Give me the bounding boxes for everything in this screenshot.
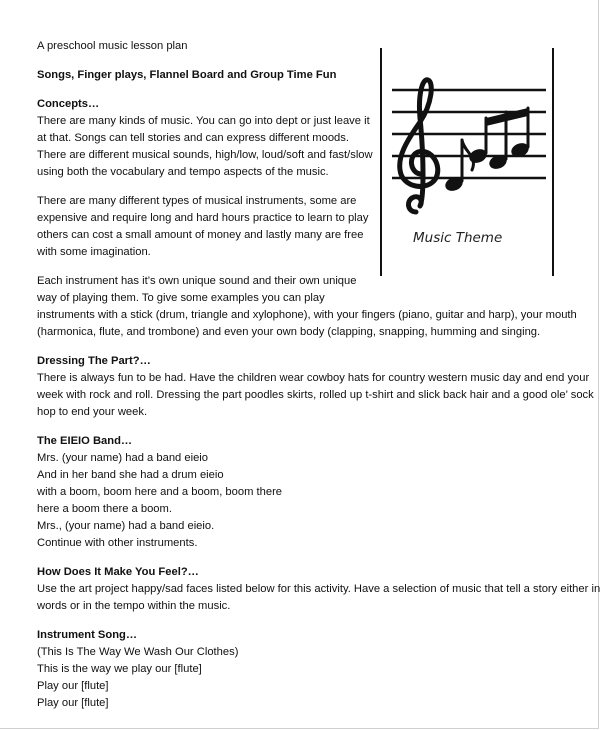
eieio-line: here a boom there a boom. [37, 503, 172, 515]
feel-heading: How Does It Make You Feel?… [37, 566, 199, 578]
dressing-heading: Dressing The Part?… [37, 355, 151, 367]
concepts-p1-line: There are many kinds of music. You can go into dept or just leave it [37, 115, 370, 127]
dressing-line: hop to end your week. [37, 406, 148, 418]
document-subtitle: Songs, Finger plays, Flannel Board and Group Time Fun [37, 69, 337, 81]
eieio-heading: The EIEIO Band… [37, 435, 133, 447]
dressing-line: week with rock and roll. Dressing the part poodles skirts, rolled up t-shirt and slick back hair and a good ole’ sock [37, 389, 594, 401]
concepts-p2-line: expensive and require long and hard hours practice to learn to play [37, 212, 369, 224]
concepts-p3-line: instruments with a stick (drum, triangle and xylophone), with your fingers (piano, guitar and harp), your mouth [37, 309, 577, 321]
concepts-p3-line: (harmonica, flute, and trombone) and even your own body (clapping, snapping, humming and singing. [37, 326, 541, 338]
document-title: A preschool music lesson plan [37, 40, 188, 52]
concepts-p2-line: others can cost a small amount of money and lastly many are free [37, 229, 364, 241]
concepts-heading: Concepts… [37, 98, 100, 110]
concepts-p1-line: using both the vocabulary and tempo aspects of the music. [37, 166, 329, 178]
concepts-p2-line: There are many different types of musical instruments, some are [37, 195, 357, 207]
song-line: This is the way we play our [flute] [37, 663, 202, 675]
eieio-line: with a boom, boom here and a boom, boom there [37, 486, 283, 498]
music-theme-figure [380, 48, 556, 276]
eieio-line: Mrs. (your name) had a band eieio [37, 452, 209, 464]
song-line: (This Is The Way We Wash Our Clothes) [37, 646, 239, 658]
concepts-p1-line: at that. Songs can tell stories and can express different moods. [37, 132, 349, 144]
concepts-p1-line: There are different musical sounds, high/low, loud/soft and fast/slow [37, 149, 373, 161]
concepts-p2-line: with some imagination. [37, 246, 151, 258]
song-heading: Instrument Song… [37, 629, 138, 641]
eieio-line: Continue with other instruments. [37, 537, 198, 549]
feel-line: Use the art project happy/sad faces listed below for this activity. Have a selection of music that tell a story either in [37, 583, 600, 595]
song-line: Play our [flute] [37, 680, 109, 692]
eieio-line: Mrs., (your name) had a band eieio. [37, 520, 215, 532]
dressing-line: There is always fun to be had. Have the children wear cowboy hats for country western music day and end your [37, 372, 590, 384]
feel-line: words or in the tempo within the music. [37, 600, 231, 612]
concepts-p3-line: Each instrument has it’s own unique sound and their own unique [37, 275, 357, 287]
eieio-line: And in her band she had a drum eieio [37, 469, 224, 481]
concepts-p3-line: way of playing them. To give some examples you can play [37, 292, 325, 304]
figure-caption: Music Theme [413, 230, 503, 246]
song-line: Play our [flute] [37, 697, 109, 709]
